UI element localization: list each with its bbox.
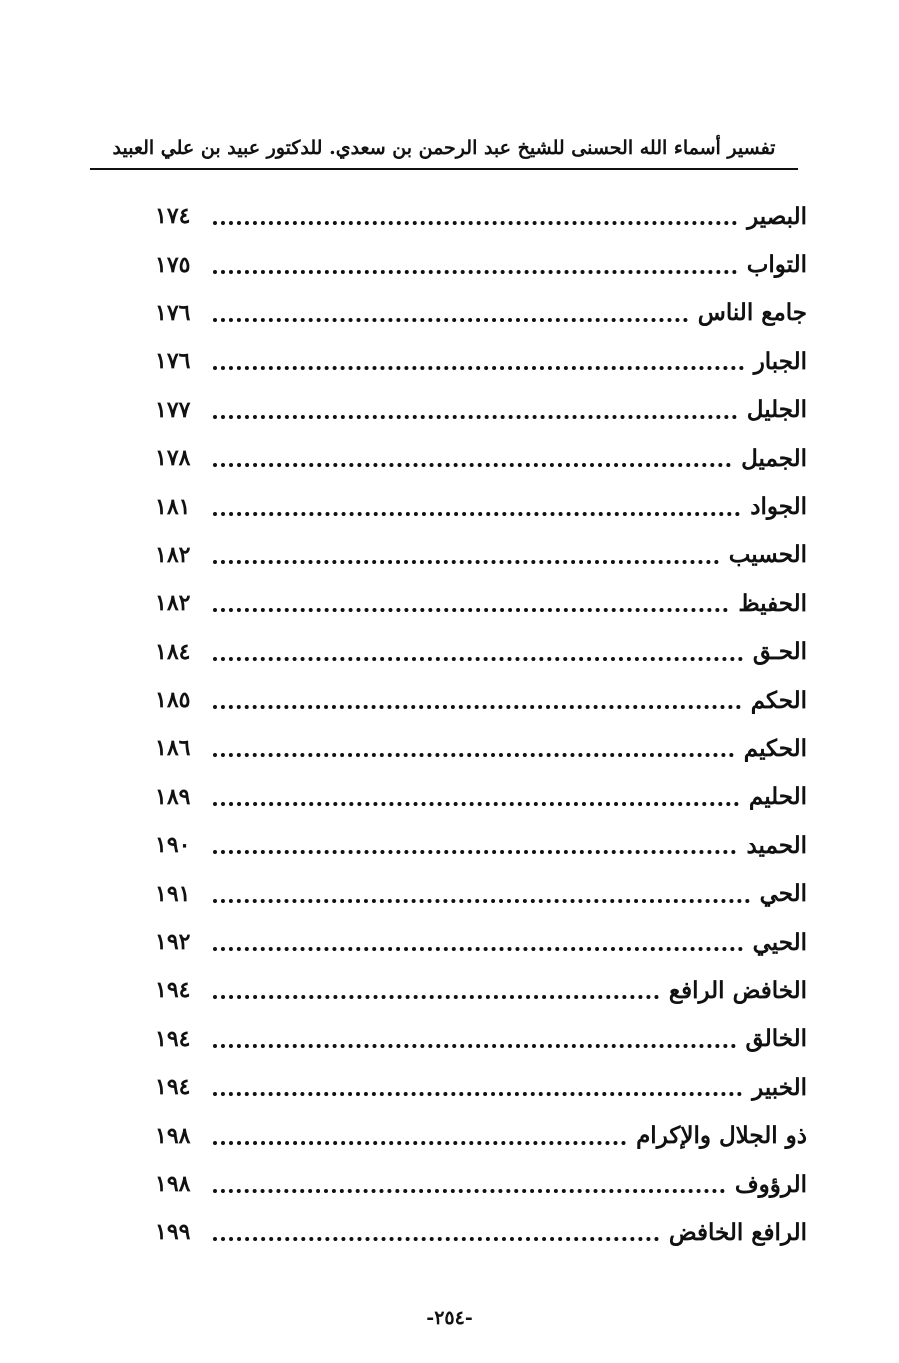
dot-leader — [213, 736, 734, 760]
dot-leader — [213, 591, 728, 615]
toc-entry — [155, 482, 807, 530]
dot-leader — [213, 349, 744, 373]
table-of-contents — [155, 192, 807, 1257]
toc-entry-page: ١٨١ — [155, 493, 191, 520]
toc-entry — [155, 773, 807, 821]
toc-entry-page: ١٩٨ — [155, 1171, 191, 1197]
toc-entry-title: جامع الناس — [697, 299, 807, 327]
header-rule — [90, 168, 798, 170]
toc-entry-title: الخالق — [745, 1025, 807, 1053]
toc-entry-title: الحليم — [748, 783, 807, 811]
toc-entry-page: ١٩٢ — [155, 929, 191, 956]
toc-entry-page: ١٩٩ — [155, 1219, 191, 1246]
toc-entry-title: الجبار — [753, 347, 807, 375]
dot-leader — [213, 446, 731, 470]
toc-entry — [155, 579, 807, 627]
toc-entry-page: ١٨٦ — [155, 735, 191, 762]
toc-entry-title: الجميل — [741, 444, 807, 472]
toc-entry — [155, 386, 807, 434]
toc-entry — [155, 434, 807, 482]
toc-entry — [155, 1160, 807, 1208]
toc-entry-page: ١٩٠ — [155, 832, 191, 859]
toc-entry-page: ١٩٤ — [155, 1025, 191, 1052]
running-header: تفسير أسماء الله الحسنى للشيخ عبد الرحمن بن سعدي. للدكتور عبيد بن علي العبيد — [112, 137, 776, 159]
toc-entry-page: ١٩٤ — [155, 977, 191, 1004]
toc-entry-page: ١٩١ — [155, 880, 191, 907]
toc-entry — [155, 724, 807, 772]
dot-leader — [213, 495, 740, 519]
toc-entry-page: ١٨٤ — [155, 638, 191, 665]
toc-entry — [155, 531, 807, 579]
toc-entry-title: الحفيظ — [738, 589, 807, 617]
toc-entry-page: ١٧٧ — [155, 396, 191, 423]
toc-entry-title: الحميد — [746, 831, 807, 859]
dot-leader — [213, 930, 743, 954]
toc-entry-page: ١٨٥ — [155, 687, 191, 714]
toc-entry-title: الرافع الخافض — [668, 1218, 807, 1246]
dot-leader — [213, 640, 743, 664]
toc-entry-page: ١٧٥ — [155, 251, 191, 278]
toc-entry — [155, 192, 807, 240]
toc-entry — [155, 676, 807, 724]
toc-entry — [155, 337, 807, 385]
toc-entry-page: ١٧٦ — [155, 348, 191, 375]
toc-entry — [155, 628, 807, 676]
toc-entry — [155, 966, 807, 1014]
dot-leader — [213, 688, 741, 712]
toc-entry-page: ١٧٤ — [155, 203, 191, 230]
toc-entry — [155, 240, 807, 288]
toc-entry-title: الجليل — [746, 396, 807, 424]
toc-entry-page: ١٨٢ — [155, 590, 191, 617]
toc-entry-title: الحـق — [752, 638, 807, 666]
page-number: -٢٥٤- — [426, 1307, 473, 1329]
toc-entry-title: الخبير — [752, 1073, 807, 1101]
toc-entry-title: الرؤوف — [734, 1170, 807, 1198]
toc-entry-title: البصير — [747, 202, 807, 230]
dot-leader — [213, 301, 688, 325]
toc-entry-title: الحسيب — [728, 541, 807, 569]
dot-leader — [213, 1027, 736, 1051]
dot-leader — [213, 1220, 659, 1244]
toc-entry — [155, 1208, 807, 1256]
toc-entry — [155, 918, 807, 966]
toc-entry-title: الحكم — [750, 686, 807, 714]
dot-leader — [213, 833, 736, 857]
toc-entry-title: الخافض الرافع — [668, 976, 807, 1004]
toc-entry-title: الحكيم — [743, 734, 807, 762]
dot-leader — [213, 1124, 626, 1148]
toc-entry — [155, 1015, 807, 1063]
toc-entry — [155, 289, 807, 337]
dot-leader — [213, 1075, 742, 1099]
toc-entry-page: ١٧٦ — [155, 299, 191, 326]
toc-entry-title: ذو الجلال والإكرام — [636, 1122, 807, 1150]
toc-entry-title: التواب — [746, 251, 807, 279]
dot-leader — [213, 978, 659, 1002]
dot-leader — [213, 253, 737, 277]
dot-leader — [213, 398, 737, 422]
toc-entry — [155, 821, 807, 869]
toc-entry-page: ١٩٤ — [155, 1074, 191, 1101]
toc-entry-title: الجواد — [750, 493, 807, 521]
toc-entry-page: ١٨٩ — [155, 783, 191, 810]
dot-leader — [213, 1172, 725, 1196]
dot-leader — [213, 204, 737, 228]
toc-entry — [155, 1063, 807, 1111]
toc-entry-title: الحيي — [752, 928, 807, 956]
toc-entry-page: ١٧٨ — [155, 445, 191, 472]
dot-leader — [213, 785, 739, 809]
toc-entry — [155, 1111, 807, 1159]
dot-leader — [213, 882, 750, 906]
toc-entry — [155, 869, 807, 917]
dot-leader — [213, 543, 719, 567]
toc-entry-page: ١٨٢ — [155, 541, 191, 568]
toc-entry-title: الحي — [759, 880, 807, 908]
toc-entry-page: ١٩٨ — [155, 1122, 191, 1149]
